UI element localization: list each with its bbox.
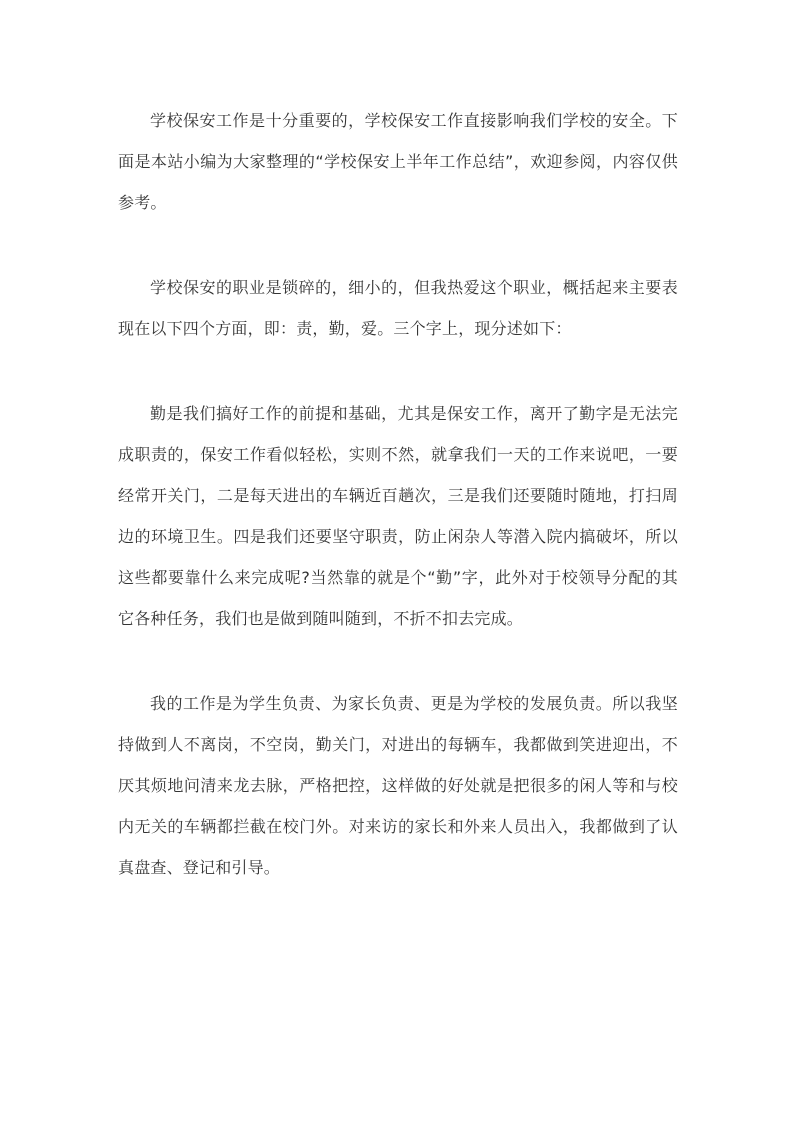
overview-paragraph: 学校保安的职业是锁碎的，细小的，但我热爱这个职业，概括起来主要表现在以下四个方面，即：责，勤，爱。三个字上，现分述如下： bbox=[118, 278, 678, 338]
document-body bbox=[118, 100, 678, 932]
intro-paragraph: 学校保安工作是十分重要的，学校保安工作直接影响我们学校的安全。下面是本站小编为大家整理的“学校保安上半年工作总结”，欢迎参阅，内容仅供参考。 bbox=[118, 111, 678, 212]
responsibility-paragraph: 我的工作是为学生负责、为家长负责、更是为学校的发展负责。所以我坚持做到人不离岗，不空岗，勤关门，对进出的每辆车，我都做到笑进迎出，不厌其烦地问清来龙去脉，严格把控，这样做的好处就是把很多的闲人等和与校内无关的车辆都拦截在校门外。对来访的家长和外来人员出入，我都做到了认真盘查、登记和引导。 bbox=[118, 694, 678, 877]
diligence-paragraph: 勤是我们搞好工作的前提和基础，尤其是保安工作，离开了勤字是无法完成职责的，保安工作看似轻松，实则不然，就拿我们一天的工作来说吧，一要经常开关门，二是每天进出的车辆近百趟次，三是我们还要随时随地，打扫周边的环境卫生。四是我们还要坚守职责，防止闲杂人等潜入院内搞破坏，所以这些都要靠什么来完成呢?当然靠的就是个“勤”字，此外对于校领导分配的其它各种任务，我们也是做到随叫随到，不折不扣去完成。 bbox=[118, 404, 678, 628]
